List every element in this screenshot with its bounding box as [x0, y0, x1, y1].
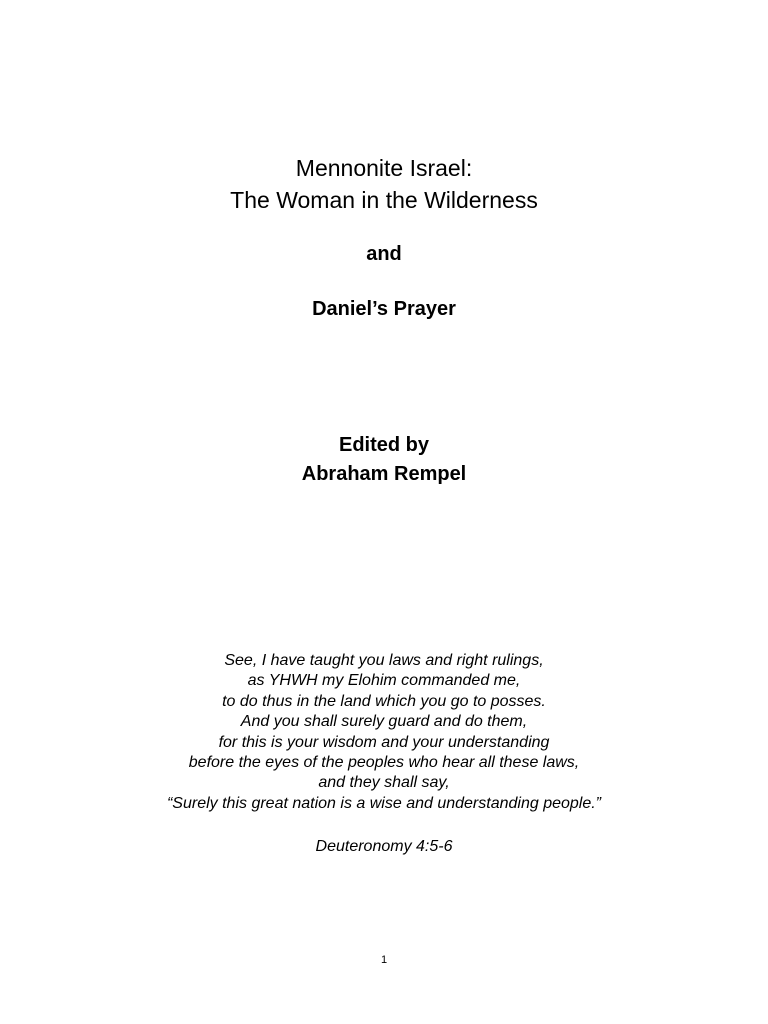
epigraph-line: See, I have taught you laws and right rulings,	[224, 652, 544, 669]
epigraph-line: to do thus in the land which you go to posses.	[222, 692, 546, 710]
document-title	[0, 152, 768, 216]
epigraph-line: for this is your wisdom and your understanding	[218, 733, 550, 751]
title-line-2: The Woman in the Wilderness	[230, 187, 538, 213]
epigraph-line: and they shall say,	[318, 774, 450, 792]
title-line-1: Mennonite Israel:	[295, 155, 473, 181]
document-subtitle: Daniel’s Prayer	[312, 298, 456, 320]
page-number: 1	[380, 954, 388, 966]
epigraph-reference: Deuteronomy 4:5-6	[315, 838, 453, 855]
epigraph-line: before the eyes of the peoples who hear all these laws,	[188, 754, 580, 772]
epigraph-line: “Surely this great nation is a wise and understanding people.”	[166, 794, 602, 812]
editor-label: Edited by	[338, 434, 429, 456]
title-conjunction: and	[366, 243, 402, 265]
epigraph-quote	[0, 651, 768, 814]
editor-name: Abraham Rempel	[301, 463, 467, 485]
epigraph-line: And you shall surely guard and do them,	[240, 713, 528, 731]
epigraph-line: as YHWH my Elohim commanded me,	[247, 672, 521, 690]
editor-credit	[0, 431, 768, 489]
